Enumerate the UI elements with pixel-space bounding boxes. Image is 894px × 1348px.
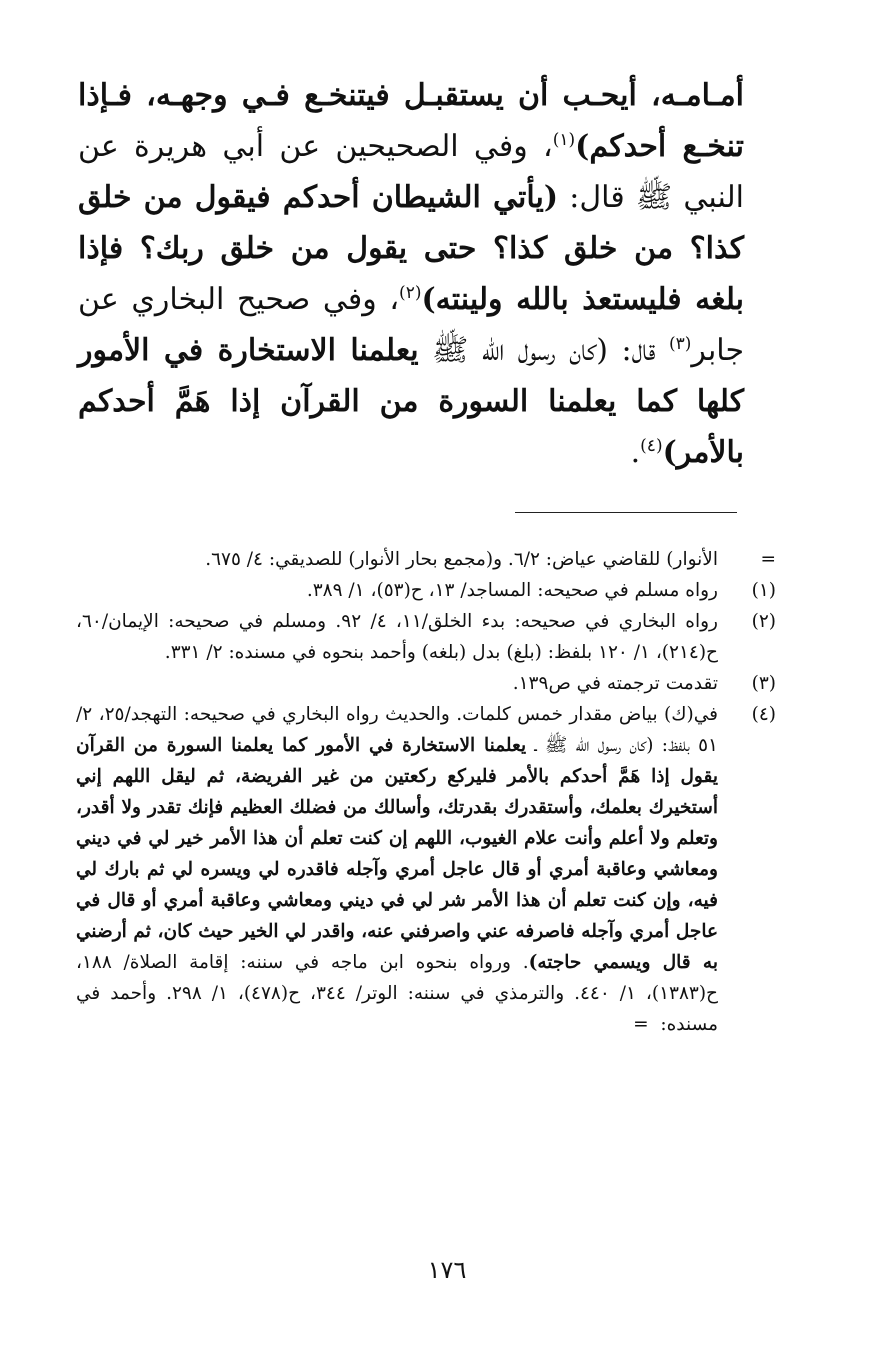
footnote-text: تقدمت ترجمته في ص١٣٩. — [512, 673, 718, 694]
footnote-ref-4[interactable]: (٤) — [640, 436, 663, 456]
main-text-segment: أمـامـه، أيحـب أن يستقبـل فيتنخـع فـي وجهـه، فـإذا تنخـع أحدكم) — [78, 78, 744, 164]
footnote-text: الأنوار) للقاضي عياض: ٦/٢. و(مجمع بحار الأنوار) للصديقي: ٤/ ٦٧٥. — [205, 549, 718, 570]
main-text — [78, 70, 744, 478]
main-text-segment: قال: (كان رسول الله ﷺ — [418, 333, 669, 368]
main-text-segment: ، وفي صحيح البخاري عن جابر — [78, 282, 744, 368]
main-text-segment: . — [630, 435, 641, 470]
footnote-segment: في(ك) بياض مقدار خمس كلمات. والحديث رواه البخاري في صحيحه: التهجد/٢٥، ٢/ ٥١ بلفظ: (كان رسول الله ﷺ ـ — [76, 704, 718, 756]
continuation-marker: = — [760, 549, 776, 570]
footnote-text — [76, 699, 718, 1040]
continuation-marker: = — [633, 1014, 649, 1035]
main-paragraph — [78, 70, 744, 478]
footnote-number: (٤) — [751, 704, 776, 725]
footnote-ref-2[interactable]: (٢) — [399, 283, 422, 303]
footnote-ref-3[interactable]: (٣) — [668, 334, 692, 354]
page-number: ١٧٦ — [427, 1256, 467, 1284]
main-text-segment: يعلمنا الاستخارة في الأمور كلها كما يعلمنا السورة من القرآن إذا هَمَّ أحدكم بالأمر) — [78, 333, 744, 470]
footnote-2 — [76, 606, 776, 668]
main-text-segment: (يأتي الشيطان أحدكم فيقول من خلق كذا؟ من خلق كذا؟ حتى يقول من خلق ربك؟ فإذا بلغه فليستعذ بالله ولينته) — [78, 180, 744, 317]
footnote-continuation — [76, 544, 776, 575]
footnote-hadith-quote: يعلمنا الاستخارة في الأمور كما يعلمنا السورة من القرآن يقول إذا هَمَّ أحدكم بالأمر فليركع ركعتين من غير الفريضة، ثم ليقل اللهم إني أستخيرك بعلمك، وأستقدرك بقدرتك، وأسالك من فضلك العظيم فإنك تقدر ولا أقدر، وتعلم ولا أعلم وأنت علام الغيوب، اللهم إن كنت تعلم أن هذا الأمر خير لي في ديني ومعاشي وعاقبة أمري أو قال عاجل أمري وآجله فاقدره لي ويسره لي ثم بارك لي فيه، وإن كنت تعلم أن هذا الأمر شر لي في ديني ومعاشي وعاقبة أمري أو قال في عاجل أمري وآجله فاصرفه عني واصرفني عنه، واقدر لي الخير حيث كان، ثم أرضني به قال ويسمي حاجته) — [76, 735, 719, 973]
footnote-number: (٣) — [751, 673, 776, 694]
footnote-separator — [515, 512, 737, 513]
footnote-3 — [76, 668, 776, 699]
footnote-segment: . ورواه بنحوه ابن ماجه في سننه: إقامة الصلاة/ ١٨٨، ح(١٣٨٣)، ١/ ٤٤٠. والترمذي في سننه: الوتر/ ٣٤٤، ح(٤٧٨)، ١/ ٢٩٨. وأحمد في مسنده: — [76, 952, 718, 1035]
footnotes-section — [76, 544, 776, 1040]
footnote-4 — [76, 699, 776, 1040]
footnote-text: رواه البخاري في صحيحه: بدء الخلق/١١، ٤/ ٩٢. ومسلم في صحيحه: الإيمان/٦٠، ح(٢١٤)، ١/ ١٢٠ بلفظ: (بلغ) بدل (بلغه) وأحمد بنحوه في مسنده: ٢/ ٣٣١. — [76, 611, 718, 663]
footnote-number: (٢) — [751, 611, 776, 632]
footnote-1 — [76, 575, 776, 606]
footnote-text: رواه مسلم في صحيحه: المساجد/ ١٣، ح(٥٣)، ١/ ٣٨٩. — [306, 580, 718, 601]
footnote-ref-1[interactable]: (١) — [552, 130, 576, 150]
main-text-segment: ، وفي الصحيحين عن أبي هريرة عن النبي ﷺ قال: — [78, 129, 744, 215]
footnote-number: (١) — [751, 580, 776, 601]
